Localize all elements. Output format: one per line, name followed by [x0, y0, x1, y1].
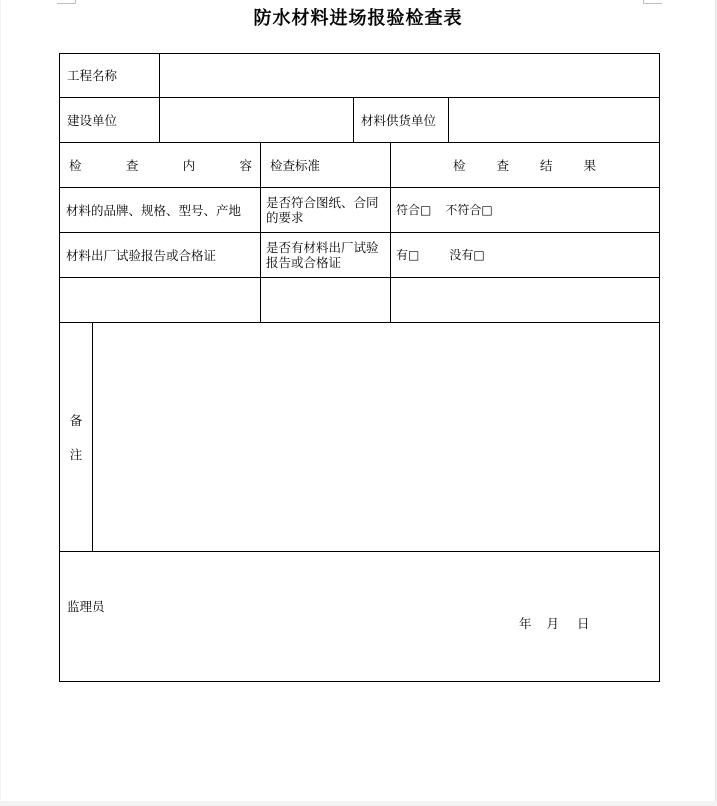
has-checkbox[interactable]: 有□ — [396, 247, 420, 262]
date-day: 日 — [577, 615, 590, 631]
row2-standard: 是否有材料出厂试验报告或合格证 — [266, 240, 379, 270]
header-char: 容 — [239, 157, 252, 173]
remarks-value[interactable] — [93, 323, 659, 551]
supervisor-label: 监理员 — [67, 598, 105, 614]
project-name-value[interactable] — [160, 54, 659, 97]
column-divider — [353, 97, 354, 142]
row1-content: 材料的品牌、规格、型号、产地 — [66, 202, 242, 218]
nonconform-checkbox[interactable]: 不符合□ — [445, 202, 493, 217]
header-inspection-result — [453, 143, 596, 187]
inspection-table — [59, 53, 660, 682]
page-title: 防水材料进场报验检查表 — [253, 8, 463, 29]
date-month: 月 — [546, 615, 560, 631]
supplier-value[interactable] — [449, 98, 659, 142]
row2-content: 材料出厂试验报告或合格证 — [66, 247, 217, 263]
builder-value[interactable] — [160, 98, 353, 142]
header-char: 查 — [496, 157, 509, 173]
blank-result-cell[interactable] — [391, 278, 659, 322]
blank-content-cell[interactable] — [60, 278, 260, 322]
header-char: 内 — [182, 157, 196, 173]
has-not-checkbox[interactable]: 没有□ — [449, 247, 485, 262]
project-name-label: 工程名称 — [67, 68, 118, 83]
conform-checkbox[interactable]: 符合□ — [396, 202, 432, 217]
header-char: 检 — [453, 157, 466, 173]
row1-result — [396, 188, 658, 232]
row1-standard: 是否符合图纸、合同的要求 — [266, 195, 379, 225]
remarks-char: 注 — [69, 446, 83, 462]
blank-standard-cell[interactable] — [261, 278, 390, 322]
header-inspection-content — [69, 143, 252, 187]
table-border-right — [659, 53, 660, 682]
header-inspection-standard: 检查标准 — [270, 157, 321, 173]
header-char: 检 — [69, 157, 82, 173]
supplier-label: 材料供货单位 — [361, 112, 437, 128]
header-char: 结 — [539, 157, 553, 173]
date-field[interactable] — [519, 615, 639, 631]
row2-result — [396, 233, 658, 277]
row-divider — [59, 551, 660, 552]
header-char: 果 — [583, 157, 596, 173]
remarks-label — [60, 323, 92, 551]
date-year: 年 — [519, 615, 532, 631]
builder-label: 建设单位 — [67, 112, 118, 128]
table-border-bottom — [59, 681, 660, 682]
document-page — [1, 0, 716, 801]
remarks-char: 备 — [69, 412, 83, 428]
header-char: 查 — [125, 157, 139, 173]
